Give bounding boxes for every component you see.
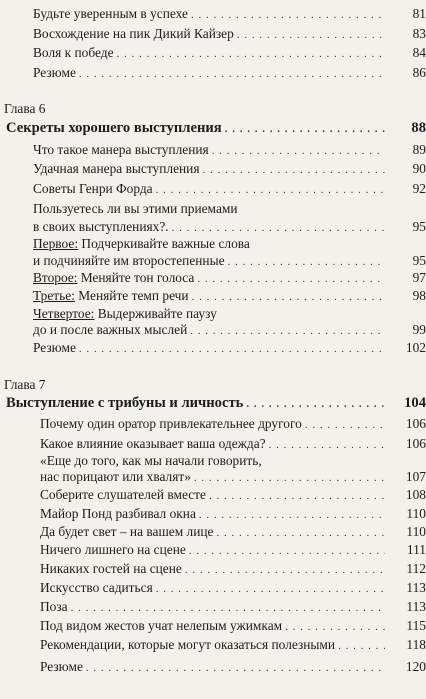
toc-entry: Третье: Меняйте темп речи . . . 98 — [0, 288, 426, 305]
leader-dots — [194, 471, 385, 486]
toc-entry: до и после важных мыслей . . . 99 — [0, 322, 426, 339]
leader-dots — [79, 342, 385, 357]
toc-entry-line1: «Еще до того, как мы начали говорить, — [40, 453, 262, 468]
leader-dots — [269, 438, 385, 453]
leader-dots — [285, 620, 385, 635]
leader-dots — [190, 324, 385, 339]
toc-entry: Резюме . . . 86 — [0, 65, 426, 82]
leader-dots — [172, 221, 385, 236]
leader-dots — [71, 601, 385, 616]
toc-entry: Вторoe: Меняйте тон голоса . . . 97 — [0, 270, 426, 287]
toc-entry-line1: Пользуетесь ли вы этими приемами — [33, 201, 238, 216]
leader-dots — [212, 144, 385, 159]
toc-entry: Поза . . . 113 — [0, 599, 426, 616]
leader-dots — [86, 661, 385, 676]
toc-entry: Резюме . . . 120 — [0, 659, 426, 676]
leader-dots — [217, 526, 386, 541]
toc-entry: Резюме . . . 102 — [0, 340, 426, 357]
leader-dots — [156, 582, 385, 597]
leader-dots — [305, 418, 385, 433]
toc-entry: Искусство садиться . . . 113 — [0, 580, 426, 597]
toc-entry: Соберите слушателей вместе . . . 108 — [0, 487, 426, 504]
toc-entry: Почему один оратор привлекательнее другого . . . 106 — [0, 416, 426, 433]
toc-entry-line1: Четвертое: Выдерживайте паузу — [33, 306, 217, 321]
chapter-label: Глава 6 — [4, 101, 46, 116]
toc-entry: нас порицают или хвалят» . . . 107 — [0, 469, 426, 486]
leader-dots — [191, 8, 385, 23]
toc-entry: в своих выступлениях?. . . . 95 — [0, 219, 426, 236]
chapter-label: Глава 7 — [4, 377, 46, 392]
toc-entry: Какое влияние оказывает ваша одежда? . . . 106 — [0, 436, 426, 453]
toc-entry: Будьте уверенным в успехе . . . 81 — [0, 6, 426, 23]
leader-dots — [117, 47, 385, 62]
toc-entry: Восхождение на пик Дикий Кайзер . . . 83 — [0, 26, 426, 43]
toc-entry: Да будет свет – на вашем лице . . . 110 — [0, 524, 426, 541]
leader-dots — [338, 639, 385, 654]
toc-entry: Под видом жестов учат нелепым ужимкам . . . 115 — [0, 618, 426, 635]
toc-entry: Ничего лишнего на сцене . . . 111 — [0, 542, 426, 559]
leader-dots — [225, 122, 385, 137]
leader-dots — [197, 272, 385, 287]
leader-dots — [246, 397, 385, 412]
leader-dots — [237, 28, 385, 43]
leader-dots — [189, 544, 385, 559]
toc-entry: Рекомендации, которые могут оказаться полезными . . . 118 — [0, 637, 426, 654]
leader-dots — [209, 489, 385, 504]
toc-entry: Удачная манера выступления . . . 90 — [0, 161, 426, 178]
chapter-title: Секреты хорошего выступления . . . 88 — [0, 121, 426, 137]
toc-entry: Советы Генри Форда . . . 92 — [0, 181, 426, 198]
leader-dots — [185, 563, 385, 578]
toc-entry: Никаких гостей на сцене . . . 112 — [0, 561, 426, 578]
chapter-title: Выступление с трибуны и личность . . . 104 — [0, 396, 426, 412]
leader-dots — [192, 290, 385, 305]
leader-dots — [79, 67, 385, 82]
toc-entry: Воля к победе . . . 84 — [0, 45, 426, 62]
leader-dots — [199, 508, 385, 523]
toc-entry: Майор Понд разбивал окна . . . 110 — [0, 506, 426, 523]
leader-dots — [156, 183, 385, 198]
leader-dots — [203, 163, 385, 178]
toc-entry: и подчиняйте им второстепенные . . . 95 — [0, 253, 426, 270]
toc-entry-line1: Первое: Подчеркивайте важные слова — [33, 236, 250, 251]
leader-dots — [228, 255, 385, 270]
toc-entry: Что такое манера выступления . . . 89 — [0, 142, 426, 159]
